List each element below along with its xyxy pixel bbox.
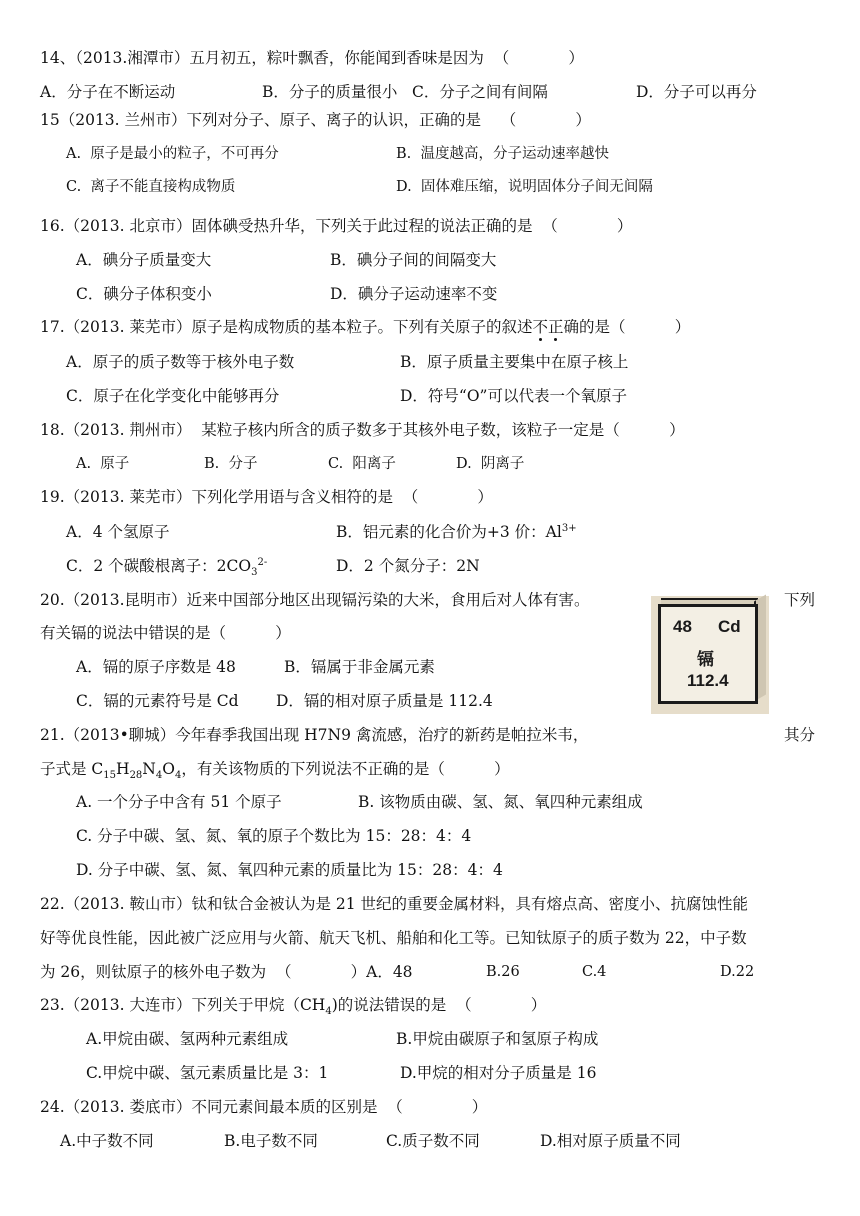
q21-option-c: C. 分子中碳、氢、氮、氧的原子个数比为 15：28：4：4 (76, 827, 472, 845)
q17-option-a: A．原子的质子数等于核外电子数 (66, 353, 295, 371)
q20-stem-right: 下列 (784, 591, 816, 609)
q17-option-c: C．原子在化学变化中能够再分 (66, 387, 280, 405)
q16-option-b: B．碘分子间的间隔变大 (330, 251, 497, 269)
q23-option-a: A.甲烷由碳、氢两种元素组成 (86, 1030, 289, 1048)
q21-formula-n: N (142, 760, 156, 778)
q18-option-c: C. 阳离子 (328, 456, 396, 472)
q18-stem: 18.（2013. 荆州市） 某粒子核内所含的质子数多于其核外电子数，该粒子一定是（ ） (40, 421, 685, 439)
q14-option-c: C．分子之间有间隔 (412, 83, 548, 101)
card-front-face (658, 604, 758, 704)
q14-stem: 14、（2013.湘潭市）五月初五，粽叶飘香，你能闻到香味是因为 （ ） (40, 49, 584, 67)
cadmium-element-card (651, 596, 769, 714)
q17-stem-pre: 17.（2013. 莱芜市）原子是构成物质的基本粒子。下列有关原子的叙述 (40, 318, 533, 336)
q22-option-c: C.4 (582, 964, 607, 980)
q24-option-a: A.中子数不同 (60, 1132, 154, 1150)
q21-sub-n: 4 (155, 770, 163, 782)
card-element-name: 镉 (697, 650, 714, 670)
q21-stem-line1: 21.（2013•聊城）今年春季我国出现 H7N9 禽流感，治疗的新药是帕拉米韦， (40, 726, 589, 744)
q15-option-a: A. 原子是最小的粒子，不可再分 (66, 146, 279, 162)
q19-option-a: A．4 个氢原子 (66, 523, 170, 541)
q17-emphasis-1: 不 (532, 318, 548, 336)
q20-stem-line1: 20.（2013.昆明市）近来中国部分地区出现镉污染的大米，食用后对人体有害。 (40, 591, 590, 609)
card-atomic-mass: 112.4 (687, 671, 729, 690)
q20-stem-line2 (40, 623, 291, 643)
q19-option-c (66, 556, 268, 579)
q23-stem-sub: 4 (325, 1006, 332, 1018)
q23-stem-post: )的说法错误的是 （ ） (331, 996, 547, 1014)
q22-stem-line2: 好等优良性能，因此被广泛应用与火箭、航天飞机、船舶和化工等。已知钛原子的质子数为 22，中子数 (40, 929, 747, 947)
q19-option-b (336, 522, 577, 542)
q21-option-b: B. 该物质由碳、氢、氮、氧四种元素组成 (358, 793, 643, 811)
q23-option-c: C.甲烷中碳、氢元素质量比是 3：1 (86, 1064, 329, 1082)
q17-stem-post: 确的是（ ） (563, 318, 691, 336)
q20-option-a: A．镉的原子序数是 48 (76, 658, 236, 676)
q19-option-b-text: B．铝元素的化合价为+3 价：Al (336, 523, 562, 541)
q14-option-d: D．分子可以再分 (636, 83, 757, 101)
q17-stem (40, 317, 690, 337)
q16-option-a: A．碘分子质量变大 (76, 251, 212, 269)
q19-option-c-charge: 2- (257, 556, 268, 568)
q20-option-c: C．镉的元素符号是 Cd (76, 692, 239, 710)
q16-option-d: D．碘分子运动速率不变 (330, 285, 498, 303)
q23-stem (40, 995, 547, 1018)
q24-option-c: C.质子数不同 (386, 1132, 480, 1150)
q15-stem: 15（2013. 兰州市）下列对分子、原子、离子的认识，正确的是 （ ） (40, 111, 591, 129)
q15-option-d: D. 固体难压缩，说明固体分子间无间隔 (396, 179, 653, 195)
q22-stem-line1: 22.（2013. 鞍山市）钛和钛合金被认为是 21 世纪的重要金属材料，具有熔点高、密度小、抗腐蚀性能 (40, 895, 749, 913)
q22-stem-line3: 为 26，则钛原子的核外电子数为 （ ）A．48 (40, 963, 413, 981)
q23-option-b: B.甲烷由碳原子和氢原子构成 (396, 1030, 599, 1048)
q21-formula-post: ，有关该物质的下列说法不正确的是（ ） (181, 760, 510, 778)
q21-option-d: D. 分子中碳、氢、氮、氧四种元素的质量比为 15：28：4：4 (76, 861, 503, 879)
q17-emphasis-2: 正 (547, 318, 564, 336)
q21-option-a: A. 一个分子中含有 51 个原子 (76, 793, 282, 811)
q20-stem-line2-post: ） (226, 624, 291, 642)
q19-option-c-text: C．2 个碳酸根离子：2CO (66, 557, 252, 575)
q17-option-d: D．符号“O”可以代表一个氧原子 (400, 387, 627, 405)
q18-option-b: B. 分子 (204, 456, 258, 472)
q18-option-a: A. 原子 (76, 456, 130, 472)
q14-option-b: B．分子的质量很小 (262, 83, 398, 101)
q21-formula-o: O (162, 760, 175, 778)
q16-option-c: C．碘分子体积变小 (76, 285, 212, 303)
q21-formula-pre: 子式是 C (40, 760, 104, 778)
q22-option-d: D.22 (720, 964, 755, 980)
q22-option-b: B.26 (486, 964, 520, 980)
q21-stem-right: 其分 (784, 726, 816, 744)
q19-option-c-sub: 3 (251, 567, 258, 579)
q19-stem: 19.（2013. 莱芜市）下列化学用语与含义相符的是 （ ） (40, 488, 493, 506)
q23-stem-pre: 23.（2013. 大连市）下列关于甲烷（CH (40, 996, 326, 1014)
q20-stem-line2-pre: 有关镉的说法中错误的是（ (40, 624, 227, 642)
q19-option-b-charge: 3+ (561, 522, 577, 534)
q15-option-c: C. 离子不能直接构成物质 (66, 179, 236, 195)
q19-option-d: D．2 个氮分子：2N (336, 557, 480, 575)
q21-sub-h: 28 (129, 770, 143, 782)
q24-option-d: D.相对原子质量不同 (540, 1132, 681, 1150)
q15-option-b: B. 温度越高，分子运动速率越快 (396, 146, 609, 162)
q21-sub-c: 15 (103, 770, 117, 782)
q16-stem: 16.（2013. 北京市）固体碘受热升华，下列关于此过程的说法正确的是 （ ） (40, 217, 633, 235)
card-atomic-number: 48 (673, 617, 692, 636)
q21-formula-h: H (116, 760, 130, 778)
q21-stem-line2 (40, 759, 510, 782)
q20-option-d: D．镉的相对原子质量是 112.4 (276, 692, 493, 710)
q18-option-d: D. 阴离子 (456, 456, 525, 472)
q24-stem: 24.（2013. 娄底市）不同元素间最本质的区别是 （ ） (40, 1098, 488, 1116)
q14-option-a: A．分子在不断运动 (40, 83, 176, 101)
card-element-symbol: Cd (718, 617, 741, 636)
q21-sub-o: 4 (174, 770, 182, 782)
q17-option-b: B．原子质量主要集中在原子核上 (400, 353, 629, 371)
q23-option-d: D.甲烷的相对分子质量是 16 (400, 1064, 597, 1082)
q20-option-b: B．镉属于非金属元素 (284, 658, 435, 676)
q24-option-b: B.电子数不同 (224, 1132, 318, 1150)
